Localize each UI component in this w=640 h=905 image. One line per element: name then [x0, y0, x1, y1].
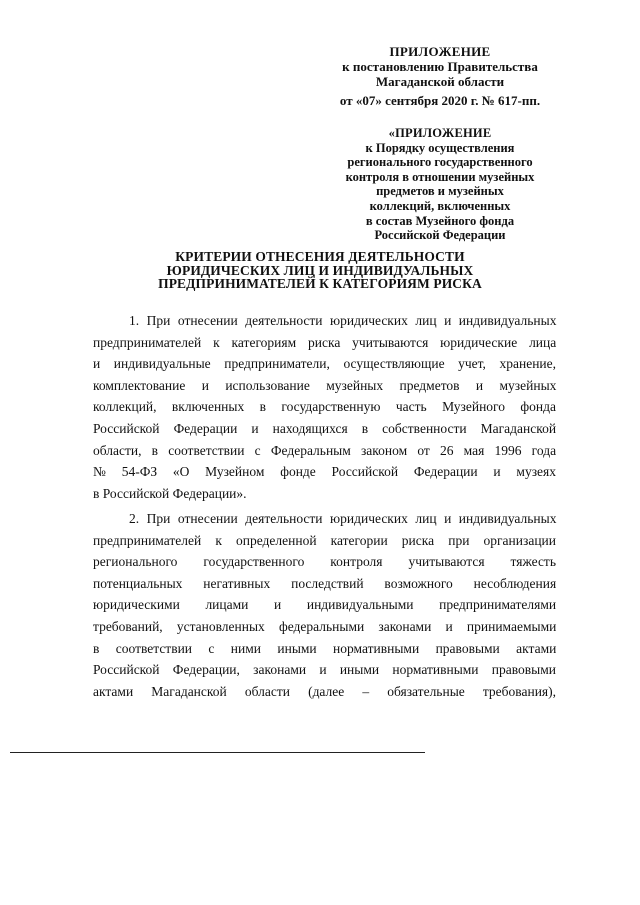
paragraph-line: и индивидуальные предприниматели, осуществляющие учет, хранение,	[93, 356, 557, 372]
paragraph-line: в соответствии с ними иными нормативными правовыми актами	[93, 640, 557, 656]
sub-appendix-title: «ПРИЛОЖЕНИЕ	[388, 126, 492, 140]
appendix-header	[300, 44, 580, 108]
sub-appendix-line: регионального государственного	[347, 155, 533, 170]
paragraph-line: Российской Федерации и находящихся в собственности Магаданской	[93, 420, 557, 436]
footnote-divider	[10, 752, 425, 753]
paragraph-line: № 54-ФЗ «О Музейном фонде Российской Федерации и музеях	[93, 464, 556, 480]
paragraph-line: комплектование и использование музейных предметов и музейных	[93, 377, 557, 393]
paragraph-line: требований, установленных федеральными законами и принимаемыми	[93, 618, 557, 634]
appendix-title: ПРИЛОЖЕНИЕ	[389, 44, 491, 59]
paragraph-1	[93, 310, 556, 504]
paragraph-line: предпринимателей к определенной категории риска при организации	[93, 532, 556, 548]
sub-appendix-line: в состав Музейного фонда	[365, 213, 515, 228]
appendix-header-line: Магаданской области	[375, 74, 505, 89]
appendix-header-line: к постановлению Правительства	[342, 59, 538, 74]
paragraph-line: 1. При отнесении деятельности юридических лиц и индивидуальных	[129, 313, 557, 328]
appendix-date-line: от «07» сентября 2020 г. № 617-пп.	[339, 93, 541, 108]
paragraph-2	[93, 508, 556, 702]
document-title-line: ПРЕДПРИНИМАТЕЛЕЙ К КАТЕГОРИЯМ РИСКА	[158, 276, 482, 291]
sub-appendix-line: коллекций, включенных	[369, 198, 511, 213]
document-title-line: ЮРИДИЧЕСКИХ ЛИЦ И ИНДИВИДУАЛЬНЫХ	[166, 262, 474, 278]
paragraph-line: 2. При отнесении деятельности юридических лиц и индивидуальных	[129, 511, 557, 526]
paragraph-line: Российской Федерации, законами и иными нормативными правовыми	[93, 662, 556, 678]
document-title	[120, 250, 520, 291]
paragraph-line: регионального государственного контроля учитываются тяжесть	[93, 554, 556, 570]
paragraph-line: актами Магаданской области (далее – обязательные требования),	[93, 683, 556, 699]
paragraph-line: юридическими лицами и индивидуальными предпринимателями	[93, 597, 557, 613]
sub-appendix-line: контроля в отношении музейных	[345, 169, 535, 184]
paragraph-line: области, в соответствии с Федеральным законом от 26 мая 1996 года	[93, 442, 557, 458]
paragraph-line: потенциальных негативных последствий возможного несоблюдения	[93, 575, 557, 591]
sub-appendix-line: Российской Федерации	[374, 228, 506, 243]
sub-appendix-header	[300, 126, 580, 243]
paragraph-line: коллекций, включенных в государственную часть Музейного фонда	[93, 399, 556, 415]
sub-appendix-line: предметов и музейных	[376, 184, 504, 199]
document-title-line: КРИТЕРИИ ОТНЕСЕНИЯ ДЕЯТЕЛЬНОСТИ	[175, 249, 465, 264]
paragraph-line: в Российской Федерации».	[93, 485, 247, 501]
paragraph-line: предпринимателей к категориям риска учитываются юридические лица	[93, 334, 557, 350]
sub-appendix-line: к Порядку осуществления	[365, 140, 515, 155]
